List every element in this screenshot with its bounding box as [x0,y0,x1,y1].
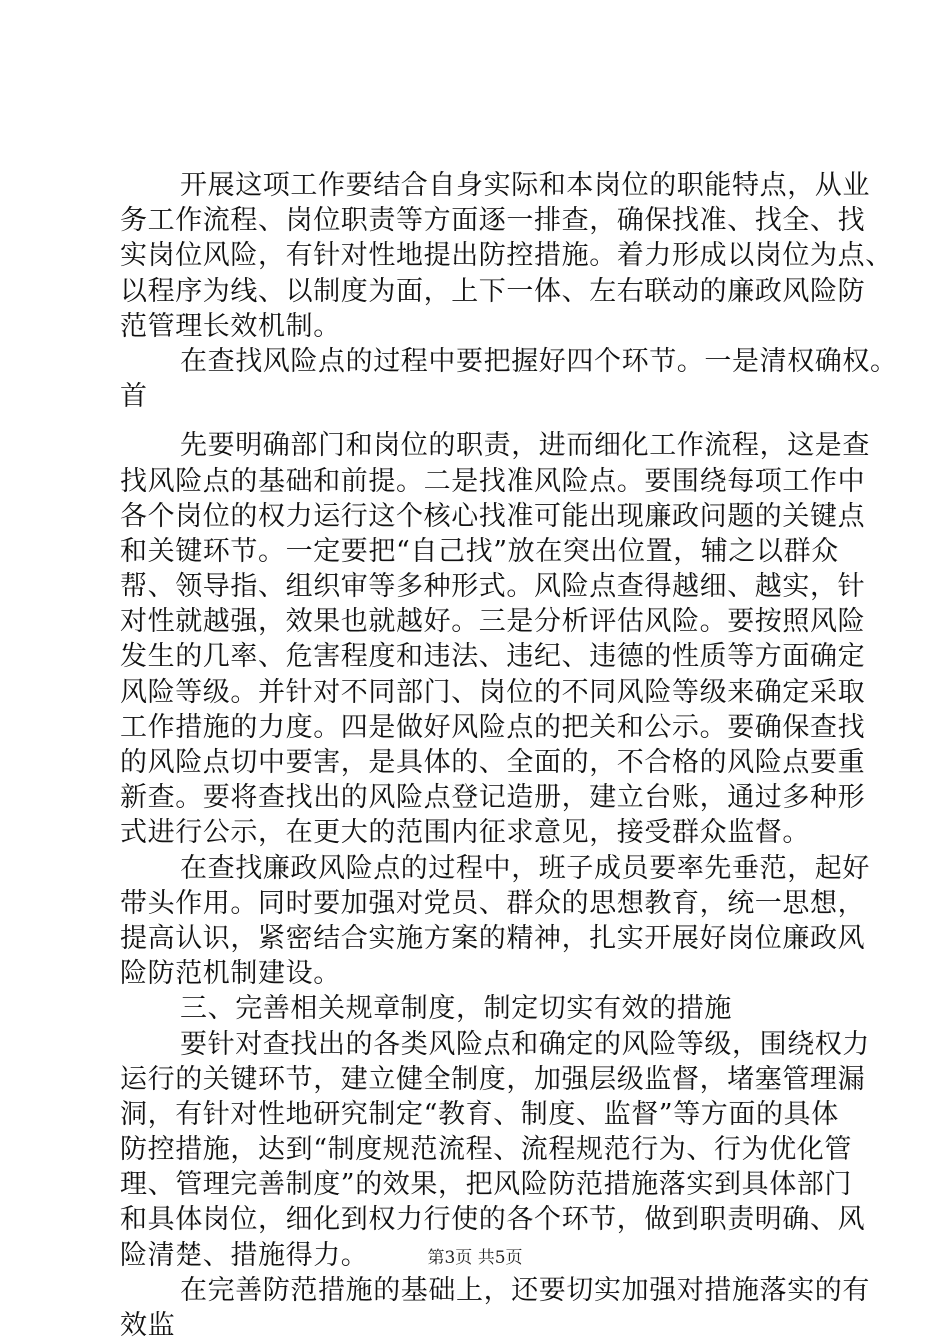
text-line: 范管理长效机制。 [120,310,341,342]
text-line: 新查。要将查找出的风险点登记造册，建立台账，通过多种形 [120,782,866,814]
text-line: 险清楚、措施得力。 [120,1239,369,1271]
section-heading: 三、完善相关规章制度，制定切实有效的措施 [180,993,732,1025]
text-line: 洞，有针对性地研究制定“教育、制度、监督”等方面的具体 [120,1098,839,1130]
text-line: 找风险点的基础和前提。二是找准风险点。要围绕每项工作中 [120,465,866,497]
body-text [120,168,898,1343]
text-line: 和具体岗位，细化到权力行使的各个环节，做到职责明确、风 [120,1204,866,1236]
text-line: 在完善防范措施的基础上，还要切实加强对措施落实的有 [180,1274,870,1306]
text-line: 要针对查找出的各类风险点和确定的风险等级，围绕权力 [180,1028,870,1060]
text-line: 首 [120,381,148,413]
text-line: 工作措施的力度。四是做好风险点的把关和公示。要确保查找 [120,711,866,743]
text-line: 发生的几率、危害程度和违法、违纪、违德的性质等方面确定 [120,641,866,673]
text-line: 先要明确部门和岗位的职责，进而细化工作流程，这是查 [180,430,870,462]
text-line: 在查找风险点的过程中要把握好四个环节。一是清权确权。 [180,345,898,377]
text-line: 开展这项工作要结合自身实际和本岗位的职能特点，从业 [180,170,870,201]
text-line: 防控措施，达到“制度规范流程、流程规范行为、行为优化管 [120,1134,853,1166]
text-line: 理、管理完善制度”的效果，把风险防范措施落实到具体部门 [120,1169,853,1201]
text-line: 效监 [120,1310,176,1341]
text-line: 务工作流程、岗位职责等方面逐一排查，确保找准、找全、找 [120,205,866,237]
text-line: 和关键环节。一定要把“自己找”放在突出位置，辅之以群众 [120,535,839,567]
text-line: 运行的关键环节，建立健全制度，加强层级监督，堵塞管理漏 [120,1063,866,1095]
text-line: 以程序为线、以制度为面，上下一体、左右联动的廉政风险防 [120,275,866,307]
text-line: 提高认识，紧密结合实施方案的精神，扎实开展好岗位廉政风 [120,922,866,954]
text-line: 险防范机制建设。 [120,958,341,990]
text-line: 式进行公示，在更大的范围内征求意见，接受群众监督。 [120,817,810,849]
text-line: 带头作用。同时要加强对党员、群众的思想教育，统一思想， [120,887,866,919]
text-line: 实岗位风险，有针对性地提出防控措施。着力形成以岗位为点、 [120,240,893,272]
text-line: 在查找廉政风险点的过程中，班子成员要率先垂范，起好 [180,852,870,884]
text-line: 各个岗位的权力运行这个核心找准可能出现廉政问题的关键点 [120,500,866,532]
page-footer: 第3页 共5页 [427,1248,523,1268]
text-line: 帮、领导指、组织审等多种形式。风险点查得越细、越实，针 [120,571,866,603]
text-line: 的风险点切中要害，是具体的、全面的，不合格的风险点要重 [120,747,866,778]
text-line: 对性就越强，效果也就越好。三是分析评估风险。要按照风险 [120,606,866,638]
text-line: 风险等级。并针对不同部门、岗位的不同风险等级来确定采取 [120,676,866,708]
